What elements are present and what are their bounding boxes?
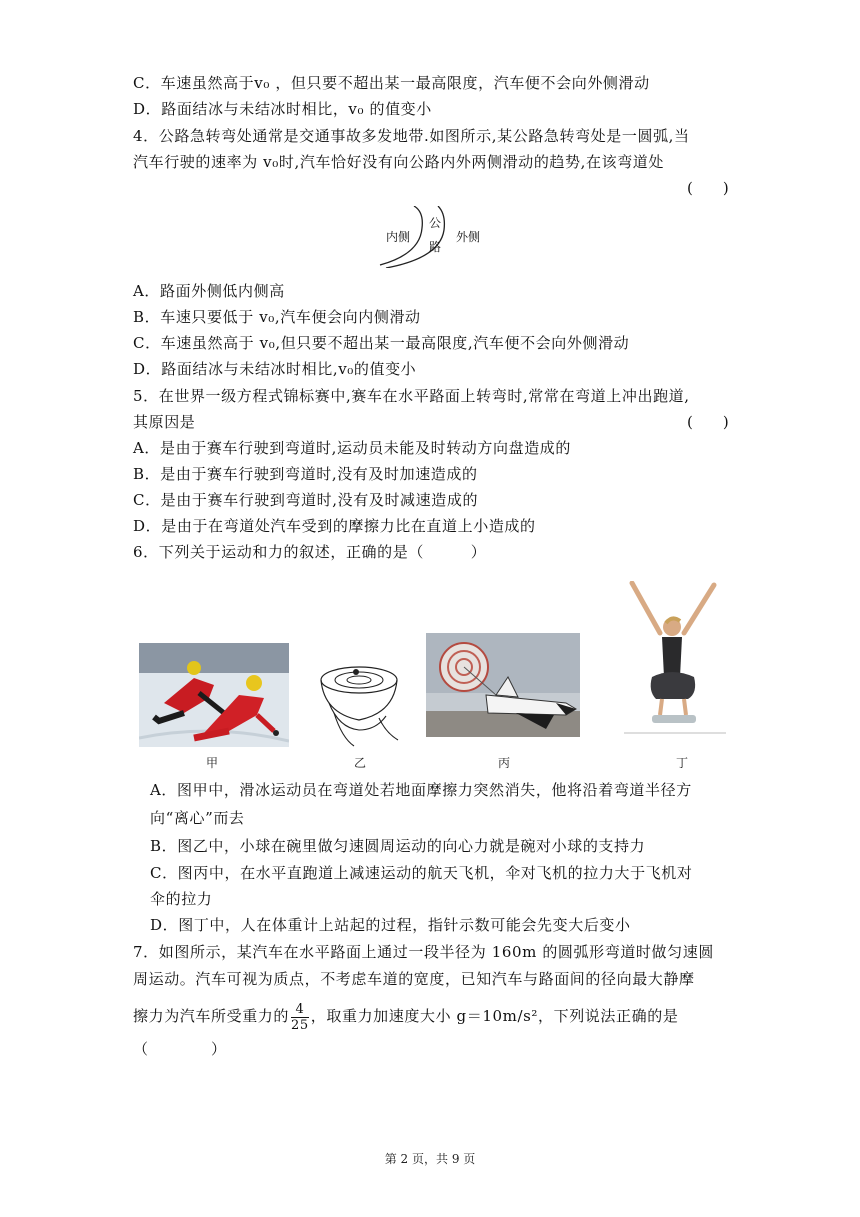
q5-option-a: A．是由于赛车行驶到弯道时,运动员未能及时转动方向盘造成的 xyxy=(133,439,572,457)
q7-stem-3-post: ，取重力加速度大小 g＝10m/s²，下列说法正确的是 xyxy=(310,1007,679,1025)
q6-option-a-1: A．图甲中，滑冰运动员在弯道处若地面摩擦力突然消失，他将沿着弯道半径方 xyxy=(150,781,692,799)
q4-option-c: C．车速虽然高于 v₀,但只要不超出某一最高限度,汽车便不会向外侧滑动 xyxy=(133,334,630,352)
road-outer-label: 外侧 xyxy=(456,230,481,244)
q6-stem: 6．下列关于运动和力的叙述，正确的是（ ） xyxy=(133,543,487,561)
q7-stem-3 xyxy=(133,998,678,1034)
page-footer: 第 2 页，共 9 页 xyxy=(384,1152,476,1166)
q7-stem-3-pre: 擦力为汽车所受重力的 xyxy=(133,1007,290,1025)
fraction-denominator: 25 xyxy=(291,1017,309,1033)
q4-stem-1: 4．公路急转弯处通常是交通事故多发地带.如图所示,某公路急转弯处是一圆弧,当 xyxy=(133,127,690,145)
option-d-prev: D．路面结冰与未结冰时相比，v₀ 的值变小 xyxy=(133,100,432,118)
road-char-top: 公 xyxy=(429,216,442,230)
caption-jia: 甲 xyxy=(206,756,219,770)
fraction-4-25 xyxy=(291,1002,309,1033)
figure-bing-shuttle xyxy=(426,633,580,737)
road-inner-label: 内侧 xyxy=(386,230,411,244)
q4-option-b: B．车速只要低于 v₀,汽车便会向内侧滑动 xyxy=(133,308,421,326)
road-char-bottom: 路 xyxy=(429,240,442,254)
figure-jia-skaters xyxy=(139,643,289,747)
q7-answer-paren: （ ） xyxy=(133,1040,227,1058)
q6-option-c-1: C．图丙中，在水平直跑道上减速运动的航天飞机，伞对飞机的拉力大于飞机对 xyxy=(150,864,693,882)
q7-stem-2: 周运动。汽车可视为质点，不考虑车道的宽度，已知汽车与路面间的径向最大静摩 xyxy=(133,970,695,988)
figure-ding-person-scale xyxy=(622,581,726,739)
q5-stem-1: 5．在世界一级方程式锦标赛中,赛车在水平路面上转弯时,常常在弯道上冲出跑道, xyxy=(133,387,690,405)
q4-option-a: A．路面外侧低内侧高 xyxy=(133,282,285,300)
caption-bing: 丙 xyxy=(498,756,511,770)
q5-answer-paren: ( ) xyxy=(687,413,729,431)
q5-option-c: C．是由于赛车行驶到弯道时,没有及时减速造成的 xyxy=(133,491,479,509)
figure-yi-bowl xyxy=(314,658,404,748)
q6-option-a-2: 向“离心”而去 xyxy=(150,809,245,827)
q5-option-b: B．是由于赛车行驶到弯道时,没有及时加速造成的 xyxy=(133,465,478,483)
fraction-numerator: 4 xyxy=(291,1002,309,1018)
q4-stem-2: 汽车行驶的速率为 v₀时,汽车恰好没有向公路内外两侧滑动的趋势,在该弯道处 xyxy=(133,153,664,171)
q5-option-d: D．是由于在弯道处汽车受到的摩擦力比在直道上小造成的 xyxy=(133,517,536,535)
caption-yi: 乙 xyxy=(354,756,367,770)
q6-option-c-2: 伞的拉力 xyxy=(150,890,213,908)
q4-option-d: D．路面结冰与未结冰时相比,v₀的值变小 xyxy=(133,360,417,378)
caption-ding: 丁 xyxy=(676,756,689,770)
q6-option-b: B．图乙中，小球在碗里做匀速圆周运动的向心力就是碗对小球的支持力 xyxy=(150,837,646,855)
q5-stem-2: 其原因是 xyxy=(133,413,196,431)
option-c-prev: C．车速虽然高于v₀ ，但只要不超出某一最高限度，汽车便不会向外侧滑动 xyxy=(133,74,650,92)
q6-option-d: D．图丁中，人在体重计上站起的过程，指针示数可能会先变大后变小 xyxy=(150,916,631,934)
road-curve-figure xyxy=(372,206,492,268)
q7-stem-1: 7．如图所示，某汽车在水平路面上通过一段半径为 160m 的圆弧形弯道时做匀速圆 xyxy=(133,943,714,961)
q4-answer-paren: ( ) xyxy=(687,179,729,197)
